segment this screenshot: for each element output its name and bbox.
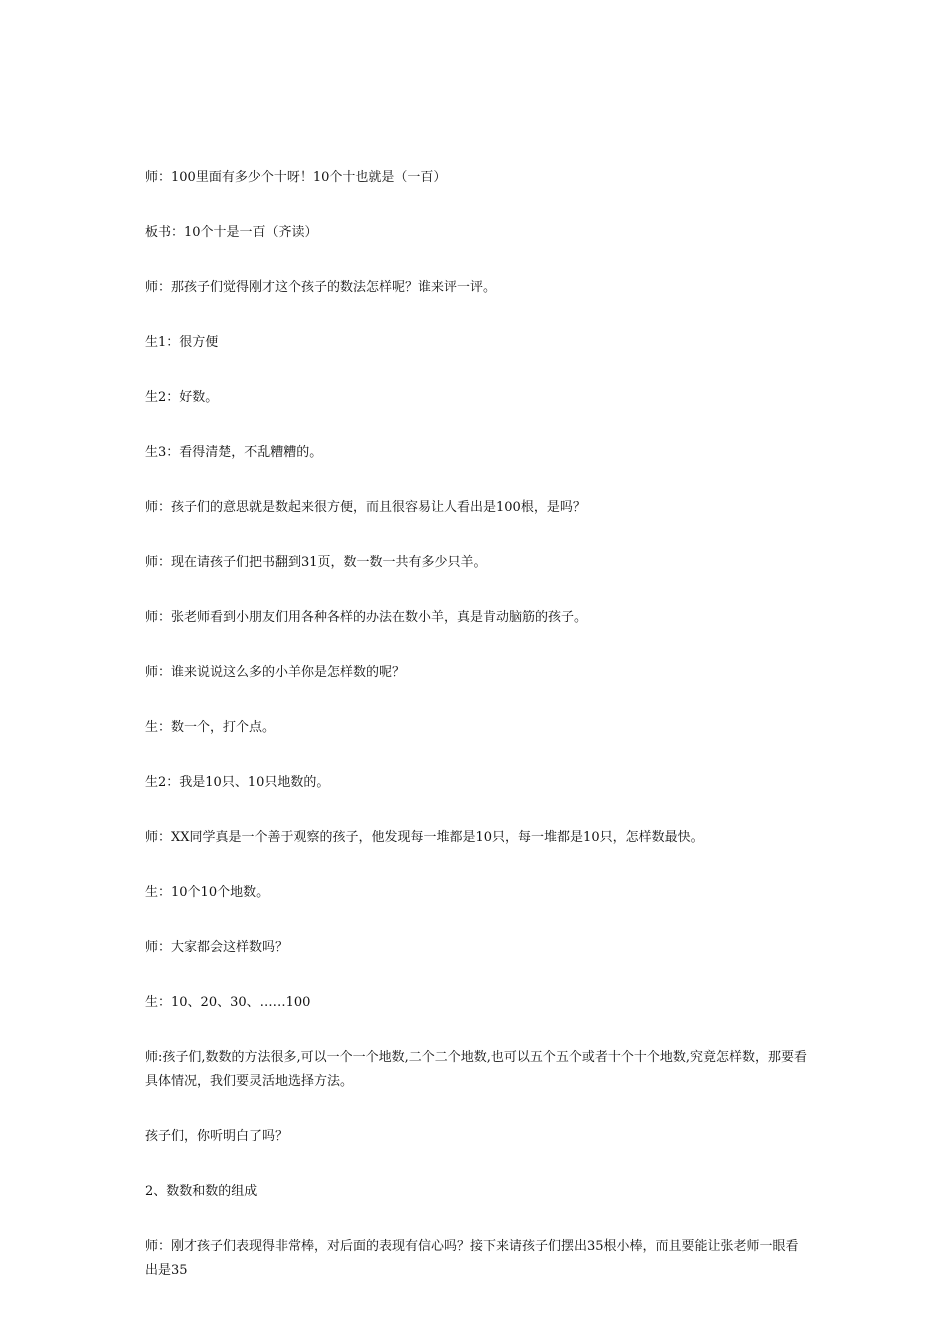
paragraph: 师：孩子们的意思就是数起来很方便，而且很容易让人看出是100根，是吗？: [145, 500, 586, 515]
paragraph: 生：10、20、30、……100: [145, 995, 311, 1010]
paragraph: 孩子们，你听明白了吗？: [145, 1129, 289, 1144]
paragraph: 师：大家都会这样数吗？: [145, 940, 289, 955]
paragraph: 生1：很方便: [145, 335, 219, 350]
paragraph: 师:孩子们,数数的方法很多,可以一个一个地数,二个二个地数,也可以五个五个或者十个十个地数,究竟怎样数，那要看具体情况，我们要灵活地选择方法。: [145, 1050, 808, 1089]
paragraph: 师：张老师看到小朋友们用各种各样的办法在数小羊，真是肯动脑筋的孩子。: [145, 610, 588, 625]
paragraph: 生：数一个，打个点。: [145, 720, 276, 735]
section-heading: 2、数数和数的组成: [145, 1184, 258, 1199]
paragraph: 师：那孩子们觉得刚才这个孩子的数法怎样呢？谁来评一评。: [145, 280, 497, 295]
paragraph: 生2：好数。: [145, 390, 219, 405]
paragraph: 师：现在请孩子们把书翻到31页，数一数一共有多少只羊。: [145, 555, 487, 570]
paragraph: 板书：10个十是一百（齐读）: [145, 225, 318, 240]
paragraph: 师：刚才孩子们表现得非常棒，对后面的表现有信心吗？接下来请孩子们摆出35根小棒，而且要能让张老师一眼看出是35: [145, 1239, 799, 1278]
paragraph: 师：谁来说说这么多的小羊你是怎样数的呢？: [145, 665, 406, 680]
paragraph: 生2：我是10只、10只地数的。: [145, 775, 330, 790]
paragraph: 生3：看得清楚，不乱糟糟的。: [145, 445, 323, 460]
paragraph: 师：XX同学真是一个善于观察的孩子，他发现每一堆都是10只，每一堆都是10只，怎样数最快。: [145, 830, 704, 845]
document-page: [145, 166, 810, 1314]
paragraph: 生：10个10个地数。: [145, 885, 270, 900]
paragraph: 师：100里面有多少个十呀！10个十也就是（一百）: [145, 170, 447, 185]
